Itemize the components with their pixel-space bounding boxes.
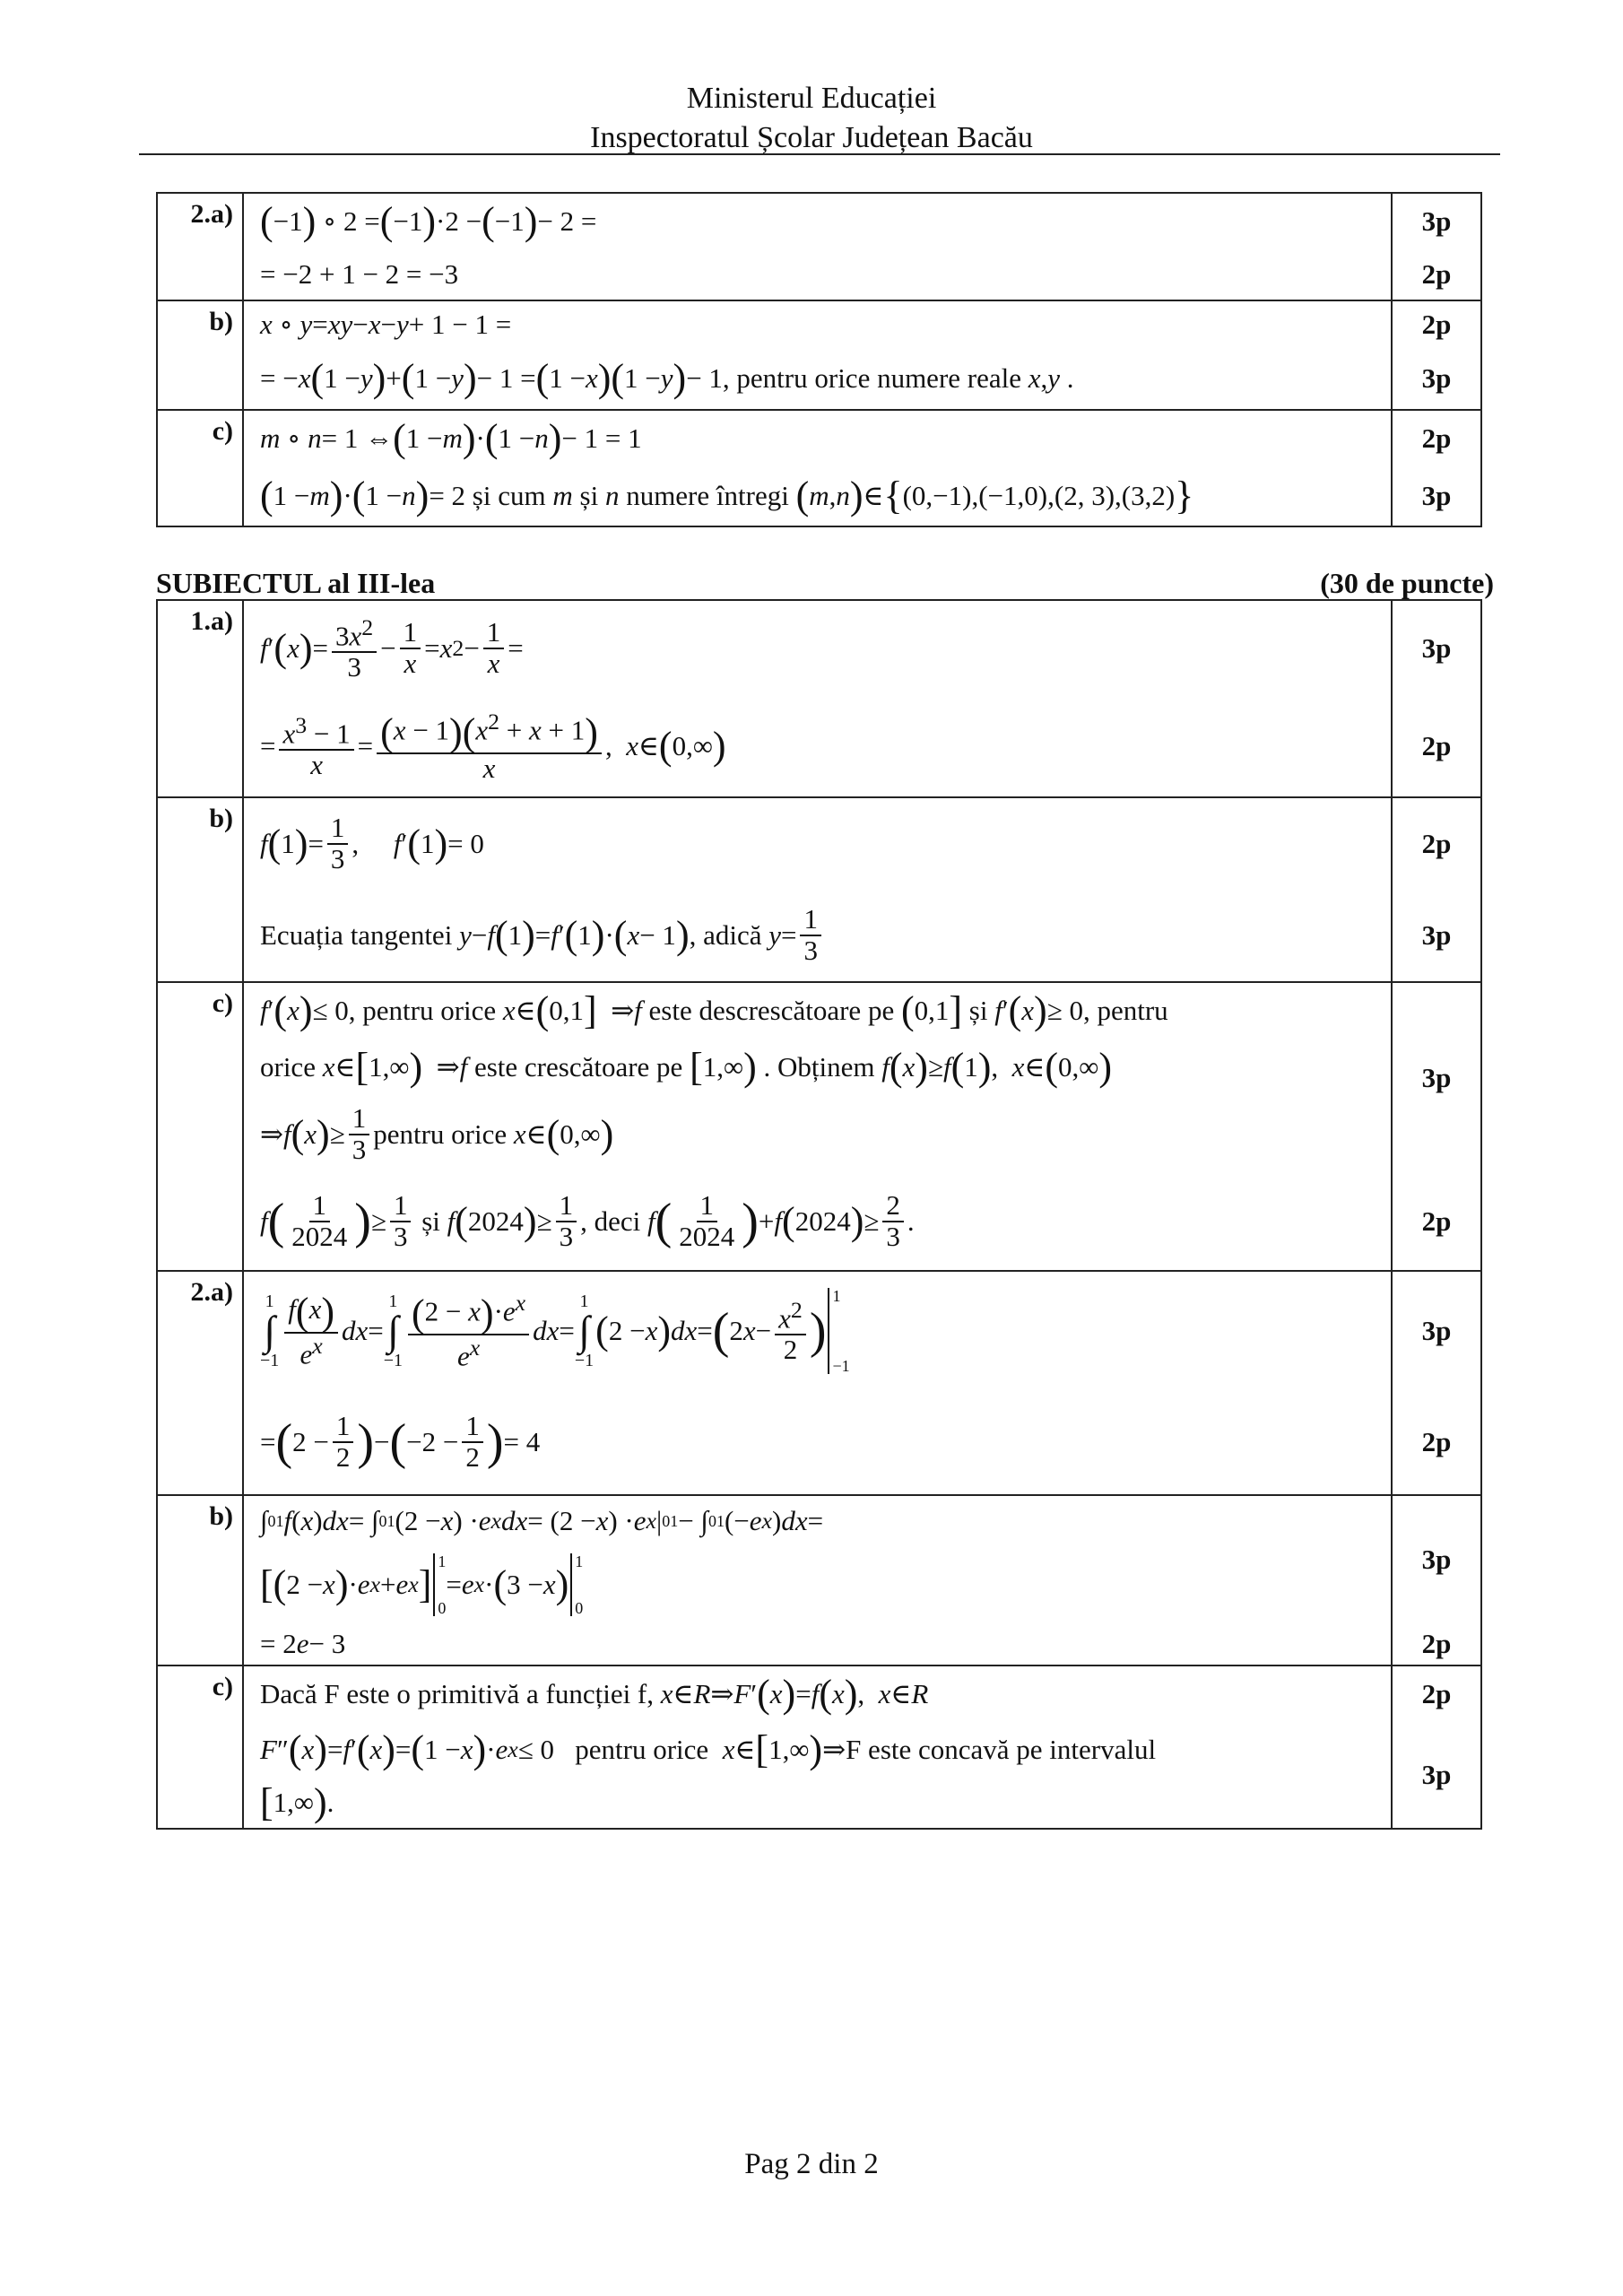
- item-label: 1.a): [157, 600, 243, 797]
- points-value: 3p: [1421, 1759, 1452, 1790]
- points-value: 2p: [1421, 1678, 1452, 1709]
- formula-line: = −2 + 1 − 2 = −3: [260, 258, 459, 290]
- table-row: [157, 410, 1481, 526]
- inline-text: și: [968, 995, 988, 1026]
- section-title: SUBIECTUL al III-lea: [156, 567, 436, 599]
- inline-text: și: [421, 1205, 440, 1237]
- points-value: 2p: [1421, 1205, 1452, 1237]
- points-cell: [1392, 300, 1481, 410]
- points-value: 2p: [1421, 1426, 1452, 1457]
- inline-text: și: [579, 480, 599, 511]
- formula-line: ∫ 0 1 f ( x ) dx = ∫ 0 1 (2 − x ) · e x dx = (2 − x ) · e x | 0 1 − ∫ 0 1 (− e x ) dx =: [260, 1505, 824, 1536]
- table-row: [157, 600, 1481, 797]
- points-value: 3p: [1421, 919, 1452, 951]
- inline-text: Dacă F este o primitivă a funcției f,: [260, 1678, 655, 1709]
- points-value: 3p: [1421, 1544, 1452, 1575]
- formula-line: = $\frac{x^3 - 1}{x}$ = $\frac{(x - 1)(x^2 + x + 1)}{x}$ , x ∈ ( 0,∞ ): [260, 708, 726, 784]
- item-label: c): [157, 982, 243, 1271]
- item-label: c): [157, 410, 243, 526]
- formula-line: ( −1 ) ∘ 2 = ( −1 ) ·2 − ( −1 ) − 2 =: [260, 199, 597, 243]
- inline-text: este descrescătoare pe: [648, 995, 895, 1026]
- solution-content: [243, 410, 1392, 526]
- item-label: 2.a): [157, 193, 243, 300]
- subject3-solution-table: [156, 599, 1482, 1830]
- formula-line: [ ( 2 − x ) · e x + e x ] 1 0 = e x · ( 3 − x ) 1 0: [260, 1552, 584, 1617]
- table-row: [157, 300, 1481, 410]
- points-value: 2p: [1421, 258, 1452, 290]
- formula-line: f ( 1 ) = $\frac{1}{3}$ , f ′ ( 1 ) = 0: [260, 812, 484, 874]
- points-value: 3p: [1421, 632, 1452, 664]
- inline-text: , pentru orice numere reale: [722, 362, 1021, 394]
- page-number: Pag 2 din 2: [744, 2148, 879, 2180]
- points-value: 3p: [1421, 1315, 1452, 1346]
- item-label: c): [157, 1665, 243, 1829]
- inline-text: numere întregi: [626, 480, 789, 511]
- formula-line: = − x ( 1 − y ) + ( 1 − y ) − 1 = ( 1 − x )( 1 − y ) − 1 , pentru orice numere reale x , y .: [260, 356, 1074, 400]
- formula-line: 1 ∫ −1 $\frac{f(x)}{e^x}$ dx = 1 ∫ −1 $\frac{(2 - x)\cdot e^x}{e^x}$ dx = 1 ∫ −1 ( 2 − x ) dx = ( 2 x − $\frac{x^2}{2}$ ) 1 −1: [260, 1287, 850, 1375]
- points-value: 3p: [1421, 1062, 1452, 1093]
- solution-content: [243, 1665, 1392, 1829]
- section-points: (30 de puncte): [1320, 567, 1494, 599]
- points-cell: [1392, 797, 1481, 982]
- header-ministry: Ministerul Educației: [686, 82, 937, 115]
- item-label: 2.a): [157, 1271, 243, 1495]
- table-row: [157, 982, 1481, 1271]
- formula-line: ( 1 − m ) · ( 1 − n ) = 2 și cum m și n numere întregi ( m , n ) ∈ { (0,−1),(−1,0),(2, 3),(3,2) }: [260, 474, 1194, 517]
- formula-line: ⇒ f ( x ) ≥ $\frac{1}{3}$ pentru orice x ∈ ( 0,∞ ): [260, 1102, 614, 1165]
- points-value: 3p: [1421, 362, 1452, 394]
- page-header: [0, 79, 1623, 158]
- item-label: b): [157, 797, 243, 982]
- formula-line: = 2 e − 3: [260, 1628, 346, 1659]
- subject2-solution-table: [156, 192, 1482, 527]
- points-value: 2p: [1421, 422, 1452, 454]
- header-divider: [139, 153, 1500, 155]
- solution-content: [243, 600, 1392, 797]
- inline-text: , adică: [689, 919, 762, 951]
- section-heading: [156, 567, 1494, 600]
- points-cell: [1392, 1495, 1481, 1665]
- points-cell: [1392, 1271, 1481, 1495]
- solution-content: [243, 797, 1392, 982]
- formula-line: [ 1,∞ ) .: [260, 1780, 334, 1824]
- inline-text: , pentru: [1082, 995, 1168, 1026]
- points-value: 2p: [1421, 730, 1452, 761]
- inline-text: este crescătoare pe: [473, 1051, 683, 1083]
- item-label: b): [157, 1495, 243, 1665]
- inline-text: , pentru orice: [348, 995, 497, 1026]
- table-row: [157, 193, 1481, 300]
- formula-line: F ″ ( x ) = f ′ ( x ) = ( 1 − x ) · e x ≤ 0 pentru orice x ∈ [ 1,∞ ) ⇒ F este concavă pe intervalul: [260, 1727, 1157, 1771]
- item-label: b): [157, 300, 243, 410]
- points-cell: [1392, 1665, 1481, 1829]
- formula-line: Dacă F este o primitivă a funcției f, x ∈ R ⇒ F ′ ( x ) = f ( x ) , x ∈ R: [260, 1672, 929, 1716]
- inline-text: pentru orice: [373, 1118, 508, 1150]
- inline-text: F este concavă pe intervalul: [846, 1734, 1157, 1765]
- table-row: [157, 1271, 1481, 1495]
- points-value: 3p: [1421, 205, 1452, 237]
- table-row: [157, 797, 1481, 982]
- formula-line: f ′ ( x ) ≤ 0 , pentru orice x ∈ ( 0,1 ] ⇒ f este descrescătoare pe ( 0,1 ] și f ′ ( x ) ≥ 0 , pentru: [260, 988, 1168, 1032]
- solution-content: [243, 193, 1392, 300]
- inline-text: . Obținem: [763, 1051, 875, 1083]
- table-row: [157, 1495, 1481, 1665]
- inline-text: pentru orice: [575, 1734, 709, 1765]
- formula-line: Ecuația tangentei y − f ( 1 ) = f ′ ( 1 ) · ( x − 1 ) , adică y = $\frac{1}{3}$: [244, 890, 1391, 981]
- solution-content: [243, 982, 1392, 1271]
- header-inspectorate: Inspectoratul Școlar Județean Bacău: [590, 121, 1033, 154]
- inline-text: , deci: [580, 1205, 641, 1237]
- solution-content: [243, 1271, 1392, 1495]
- formula-line: x ∘ y = xy − x − y + 1 − 1 =: [260, 309, 512, 340]
- formula-line: = ( 2 − $\frac{1}{2}$ ) − ( −2 − $\frac{1}{2}$ ) = 4: [260, 1410, 541, 1473]
- formula-line: f ( $\frac{1}{2024}$ ) ≥ $\frac{1}{3}$ și f ( 2024 ) ≥ $\frac{1}{3}$ , deci f ( $\frac{1}{2024}$ ) + f ( 2024 ) ≥ $\frac{2}{3}$ .: [260, 1189, 915, 1252]
- points-value: 2p: [1421, 1628, 1452, 1659]
- points-cell: [1392, 193, 1481, 300]
- inline-text: orice: [260, 1051, 316, 1083]
- formula-line: f ′ ( x ) = $\frac{3x^2}{3}$ − $\frac{1}{x}$ = x 2 − $\frac{1}{x}$ =: [260, 613, 524, 683]
- points-value: 2p: [1421, 309, 1452, 340]
- points-cell: [1392, 410, 1481, 526]
- solution-content: [243, 300, 1392, 410]
- table-row: [157, 1665, 1481, 1829]
- points-cell: [1392, 600, 1481, 797]
- points-value: 2p: [1421, 828, 1452, 859]
- points-value: 3p: [1421, 480, 1452, 511]
- formula-line: orice x ∈ [ 1,∞ ) ⇒ f este crescătoare pe [ 1,∞ ) . Obținem f ( x ) ≥ f ( 1 ) , x ∈ ( 0,∞ ): [260, 1045, 1113, 1089]
- solution-content: [243, 1495, 1392, 1665]
- inline-text: și cum: [472, 480, 546, 511]
- formula-line: m ∘ n = 1 ⇔ ( 1 − m ) · ( 1 − n ) − 1 = 1: [260, 416, 642, 460]
- inline-text: Ecuația tangentei: [260, 919, 453, 951]
- points-cell: [1392, 982, 1481, 1271]
